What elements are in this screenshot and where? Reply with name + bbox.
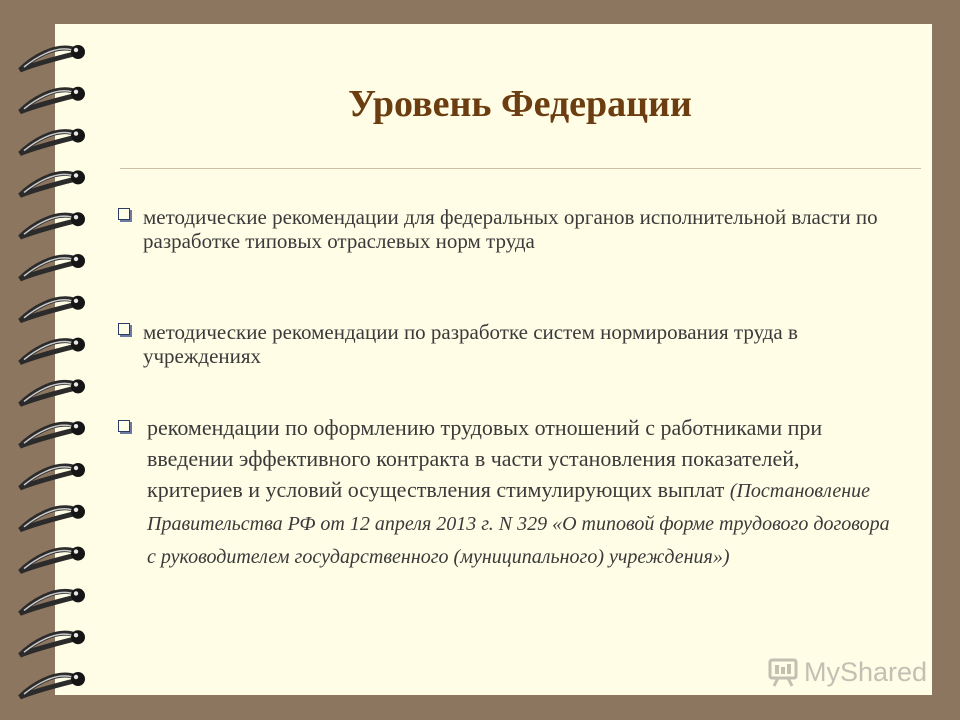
square-bullet-icon xyxy=(118,208,130,220)
spiral-ring-icon xyxy=(20,254,85,279)
spiral-ring-icon xyxy=(20,45,85,70)
title-divider xyxy=(120,168,921,169)
list-item xyxy=(147,412,897,573)
square-bullet-icon xyxy=(118,323,130,335)
spiral-ring-icon xyxy=(20,296,85,321)
spiral-ring-icon xyxy=(20,379,85,404)
spiral-ring-icon xyxy=(20,547,85,572)
spiral-ring-icon xyxy=(20,170,85,195)
spiral-ring-icon xyxy=(20,463,85,488)
watermark-text: MyShared xyxy=(804,656,928,687)
spiral-binding xyxy=(0,0,110,720)
spiral-ring-icon xyxy=(20,588,85,613)
presentation-board-icon xyxy=(768,657,798,687)
spiral-ring-icon xyxy=(20,129,85,154)
list-item: методические рекомендации по разработке систем нормирования труда в учреждениях xyxy=(143,320,798,368)
spiral-ring-icon xyxy=(20,421,85,446)
spiral-ring-icon xyxy=(20,630,85,655)
spiral-ring-icon xyxy=(20,505,85,530)
spiral-ring-icon xyxy=(20,338,85,363)
list-item-text: рекомендации по оформлению трудовых отношений с работниками при введении эффективного контракта в части установления показателей, критериев и условий осуществления стимулирующих выплат xyxy=(147,415,823,502)
square-bullet-icon xyxy=(118,420,130,432)
slide-title: Уровень Федерации xyxy=(348,83,692,125)
spiral-ring-icon xyxy=(20,87,85,112)
watermark-logo xyxy=(768,655,927,689)
spiral-ring-icon xyxy=(20,212,85,237)
list-item-citation: (Постановление Правительства РФ от 12 апреля 2013 г. N 329 «О типовой форме трудового договора с руководителем государственного (муниципального) учреждения») xyxy=(147,480,890,568)
spiral-ring-icon xyxy=(20,672,85,697)
list-item: методические рекомендации для федеральных органов исполнительной власти по разработке типовых отраслевых норм труда xyxy=(143,205,878,253)
